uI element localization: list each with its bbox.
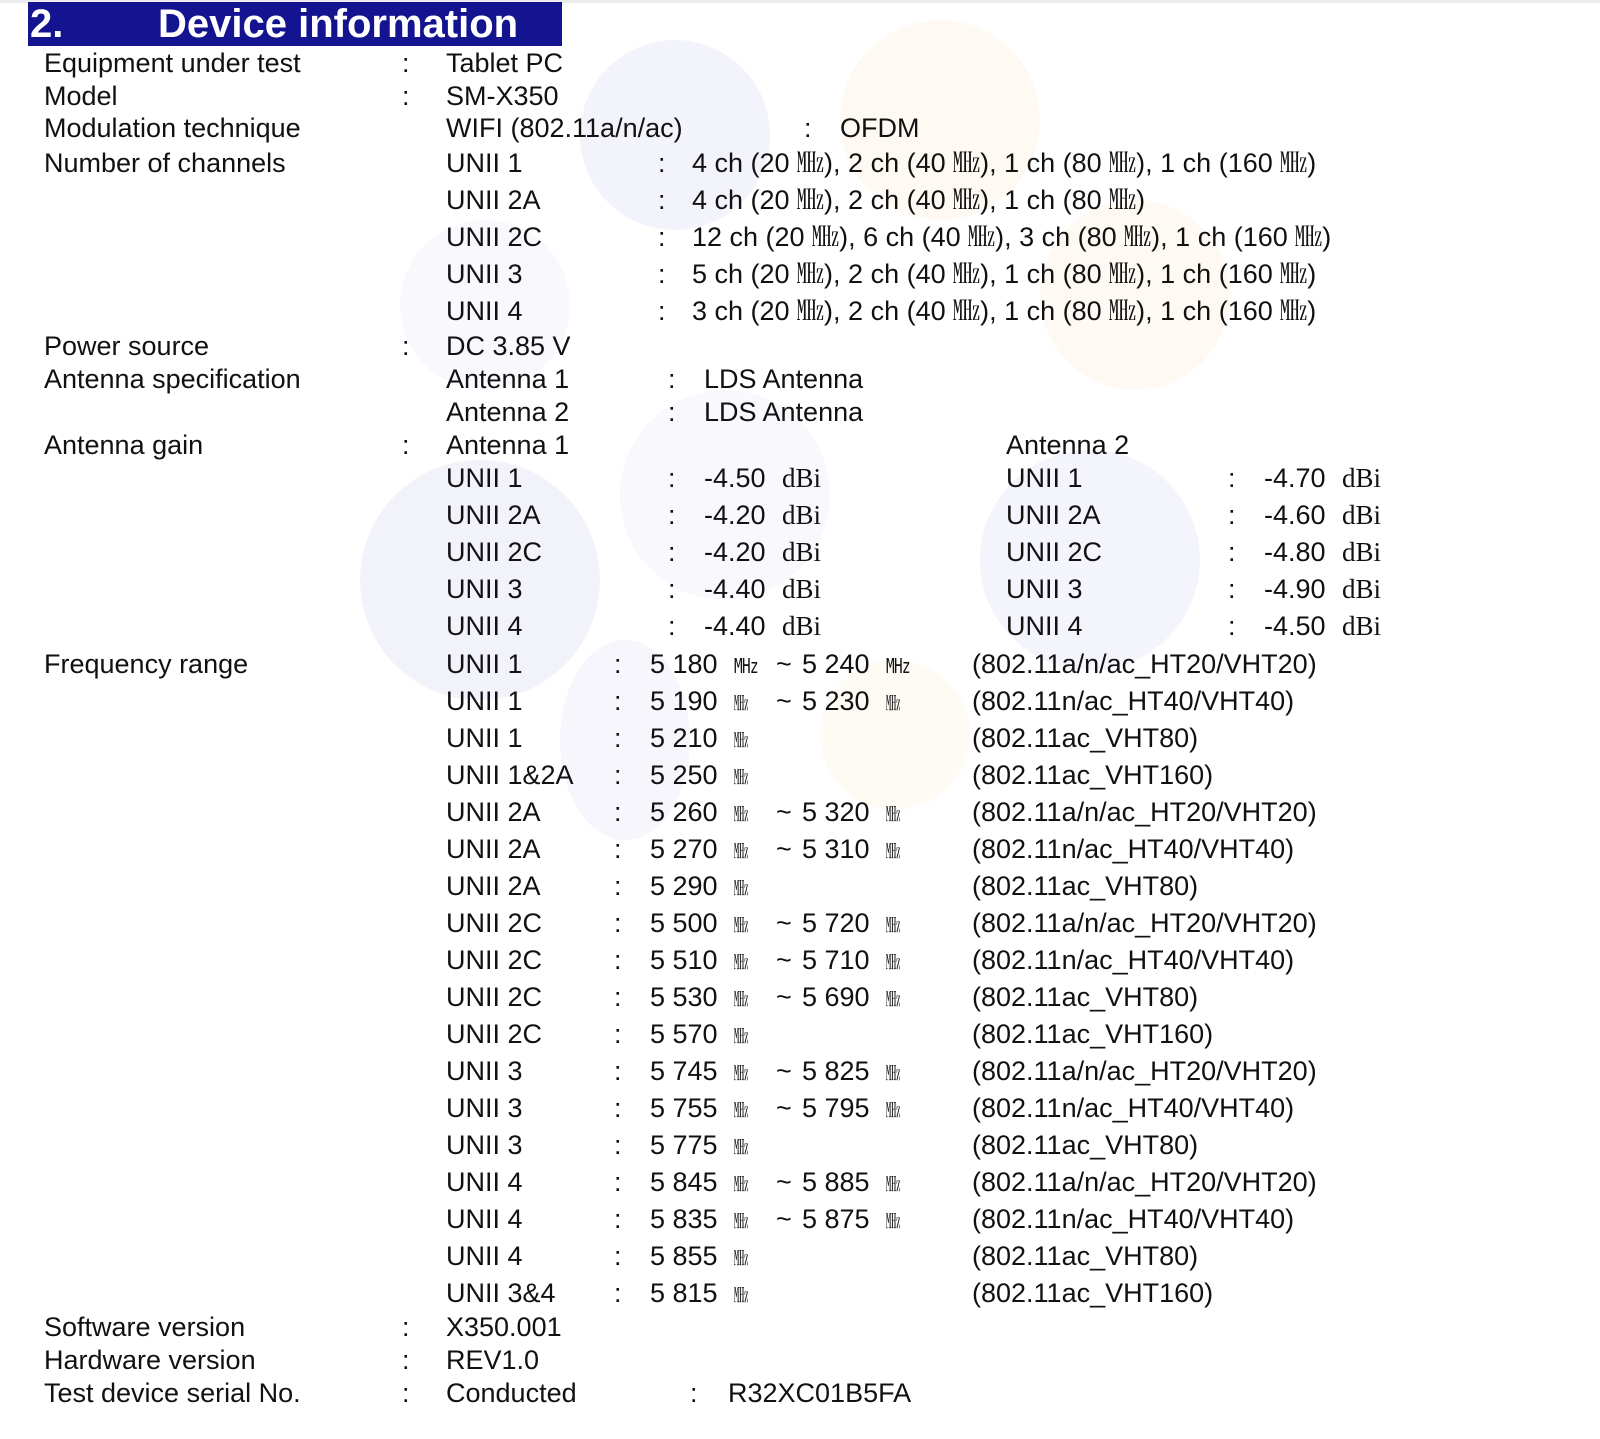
separator: : <box>690 1378 698 1408</box>
frequency-unit: ㎒ <box>734 1061 748 1085</box>
frequency-mode: (802.11ac_VHT160) <box>972 760 1214 790</box>
gain-band: UNII 4 <box>446 611 523 641</box>
frequency-unit: ㎒ <box>734 1098 748 1122</box>
antenna2-title: Antenna 2 <box>1006 430 1130 460</box>
separator: : <box>614 1278 622 1308</box>
frequency-mode: (802.11ac_VHT160) <box>972 1019 1214 1049</box>
gain-value: -4.50 <box>704 463 766 493</box>
separator: : <box>614 1204 622 1234</box>
gain-unit: dBi <box>782 574 822 604</box>
frequency-unit: ㎒ <box>886 1172 900 1196</box>
separator: : <box>614 908 622 938</box>
frequency-mode: (802.11a/n/ac_HT20/VHT20) <box>972 908 1317 938</box>
separator: : <box>402 331 410 361</box>
separator: : <box>1228 537 1236 567</box>
frequency-band: UNII 1 <box>446 686 523 716</box>
separator: : <box>614 1167 622 1197</box>
separator: : <box>668 364 676 394</box>
frequency-band: UNII 2C <box>446 908 543 938</box>
channel-band: UNII 3 <box>446 259 523 289</box>
separator: : <box>614 1056 622 1086</box>
frequency-start: 5 855 <box>650 1241 718 1271</box>
software-value: X350.001 <box>446 1312 562 1342</box>
antenna-spec-name: Antenna 1 <box>446 364 570 394</box>
gain-value: -4.40 <box>704 574 766 604</box>
section-title: Device information <box>158 2 519 46</box>
frequency-end: 5 240 <box>802 649 870 679</box>
frequency-start: 5 500 <box>650 908 718 938</box>
frequency-unit: ㎒ <box>734 950 748 974</box>
power-value: DC 3.85 V <box>446 331 571 361</box>
separator: : <box>614 1241 622 1271</box>
separator: : <box>658 148 666 178</box>
label-model: Model <box>44 81 118 111</box>
separator: : <box>402 430 410 460</box>
section-number: 2. <box>30 2 64 46</box>
equipment-value: Tablet PC <box>446 48 564 78</box>
frequency-unit: ㎒ <box>886 1061 900 1085</box>
separator: : <box>658 222 666 252</box>
frequency-end: 5 875 <box>802 1204 870 1234</box>
gain-unit: dBi <box>782 500 822 530</box>
frequency-unit: ㎒ <box>886 691 900 715</box>
frequency-unit: ㎒ <box>734 802 748 826</box>
frequency-start: 5 510 <box>650 945 718 975</box>
gain-band: UNII 4 <box>1006 611 1083 641</box>
separator: : <box>1228 574 1236 604</box>
frequency-end: 5 795 <box>802 1093 870 1123</box>
label-modulation: Modulation technique <box>44 113 301 143</box>
separator: : <box>668 537 676 567</box>
gain-value: -4.80 <box>1264 537 1326 567</box>
separator: : <box>402 1378 410 1408</box>
frequency-unit: ㎒ <box>886 987 900 1011</box>
gain-band: UNII 3 <box>446 574 523 604</box>
gain-band: UNII 2C <box>446 537 543 567</box>
antenna1-title: Antenna 1 <box>446 430 570 460</box>
separator: : <box>658 296 666 326</box>
label-power: Power source <box>44 331 210 361</box>
separator: : <box>668 611 676 641</box>
gain-unit: dBi <box>782 611 822 641</box>
frequency-start: 5 835 <box>650 1204 718 1234</box>
gain-band: UNII 2A <box>446 500 541 530</box>
frequency-start: 5 815 <box>650 1278 718 1308</box>
frequency-mode: (802.11n/ac_HT40/VHT40) <box>972 1204 1295 1234</box>
separator: : <box>614 760 622 790</box>
frequency-mode: (802.11a/n/ac_HT20/VHT20) <box>972 649 1317 679</box>
frequency-start: 5 260 <box>650 797 718 827</box>
channel-value: 5 ch (20 ㎒), 2 ch (40 ㎒), 1 ch (80 ㎒), 1 ch (160 ㎒) <box>692 259 1317 289</box>
frequency-tilde: ~ <box>776 1167 792 1197</box>
separator: : <box>668 397 676 427</box>
gain-unit: dBi <box>1342 574 1382 604</box>
frequency-unit: ㎒ <box>886 1098 900 1122</box>
gain-band: UNII 2A <box>1006 500 1101 530</box>
frequency-band: UNII 4 <box>446 1241 523 1271</box>
frequency-start: 5 845 <box>650 1167 718 1197</box>
gain-unit: dBi <box>1342 463 1382 493</box>
gain-value: -4.90 <box>1264 574 1326 604</box>
frequency-mode: (802.11ac_VHT160) <box>972 1278 1214 1308</box>
separator: : <box>614 1130 622 1160</box>
frequency-start: 5 755 <box>650 1093 718 1123</box>
gain-value: -4.40 <box>704 611 766 641</box>
frequency-mode: (802.11n/ac_HT40/VHT40) <box>972 686 1295 716</box>
serial-name: Conducted <box>446 1378 577 1408</box>
frequency-mode: (802.11a/n/ac_HT20/VHT20) <box>972 797 1317 827</box>
frequency-end: 5 720 <box>802 908 870 938</box>
frequency-mode: (802.11ac_VHT80) <box>972 871 1199 901</box>
frequency-start: 5 190 <box>650 686 718 716</box>
section-header <box>28 2 562 46</box>
separator: : <box>668 500 676 530</box>
frequency-unit: ㎒ <box>734 913 748 937</box>
frequency-mode: (802.11ac_VHT80) <box>972 1241 1199 1271</box>
frequency-band: UNII 2C <box>446 982 543 1012</box>
gain-value: -4.50 <box>1264 611 1326 641</box>
label-hardware: Hardware version <box>44 1345 256 1375</box>
frequency-tilde: ~ <box>776 1093 792 1123</box>
separator: : <box>1228 611 1236 641</box>
frequency-tilde: ~ <box>776 945 792 975</box>
gain-band: UNII 1 <box>446 463 523 493</box>
gain-unit: dBi <box>782 537 822 567</box>
separator: : <box>614 797 622 827</box>
frequency-tilde: ~ <box>776 797 792 827</box>
antenna-spec-name: Antenna 2 <box>446 397 570 427</box>
frequency-unit: ㎒ <box>734 1172 748 1196</box>
frequency-mode: (802.11ac_VHT80) <box>972 1130 1199 1160</box>
frequency-unit: ㎒ <box>734 1024 748 1048</box>
hardware-value: REV1.0 <box>446 1345 540 1375</box>
frequency-mode: (802.11a/n/ac_HT20/VHT20) <box>972 1167 1317 1197</box>
frequency-band: UNII 2A <box>446 871 541 901</box>
channel-band: UNII 4 <box>446 296 523 326</box>
separator: : <box>614 723 622 753</box>
frequency-tilde: ~ <box>776 649 792 679</box>
gain-unit: dBi <box>1342 537 1382 567</box>
gain-unit: dBi <box>1342 611 1382 641</box>
frequency-unit: ㎒ <box>886 913 900 937</box>
frequency-end: 5 885 <box>802 1167 870 1197</box>
channel-band: UNII 1 <box>446 148 523 178</box>
label-software: Software version <box>44 1312 246 1342</box>
frequency-end: 5 825 <box>802 1056 870 1086</box>
frequency-start: 5 570 <box>650 1019 718 1049</box>
serial-value: R32XC01B5FA <box>728 1378 912 1408</box>
frequency-unit: ㎒ <box>734 876 748 900</box>
gain-value: -4.70 <box>1264 463 1326 493</box>
frequency-unit: ㎒ <box>886 839 900 863</box>
frequency-start: 5 745 <box>650 1056 718 1086</box>
frequency-unit: ㎒ <box>886 950 900 974</box>
frequency-tilde: ~ <box>776 1056 792 1086</box>
separator: : <box>1228 500 1236 530</box>
gain-band: UNII 1 <box>1006 463 1083 493</box>
separator: : <box>614 945 622 975</box>
separator: : <box>658 259 666 289</box>
frequency-start: 5 180 <box>650 649 718 679</box>
frequency-band: UNII 3&4 <box>446 1278 556 1308</box>
frequency-band: UNII 3 <box>446 1093 523 1123</box>
frequency-unit: ㎒ <box>734 839 748 863</box>
separator: : <box>402 48 410 78</box>
frequency-band: UNII 2A <box>446 797 541 827</box>
separator: : <box>614 834 622 864</box>
separator: : <box>614 1093 622 1123</box>
gain-unit: dBi <box>782 463 822 493</box>
separator: : <box>614 982 622 1012</box>
frequency-band: UNII 3 <box>446 1056 523 1086</box>
frequency-unit: ㎒ <box>886 1209 900 1233</box>
antenna-spec-value: LDS Antenna <box>704 397 864 427</box>
gain-value: -4.20 <box>704 537 766 567</box>
frequency-unit: MHz <box>734 654 758 678</box>
separator: : <box>402 1345 410 1375</box>
frequency-unit: ㎒ <box>734 1135 748 1159</box>
gain-band: UNII 3 <box>1006 574 1083 604</box>
frequency-unit: ㎒ <box>734 1209 748 1233</box>
separator: : <box>614 649 622 679</box>
channel-value: 4 ch (20 ㎒), 2 ch (40 ㎒), 1 ch (80 ㎒), 1 ch (160 ㎒) <box>692 148 1317 178</box>
frequency-unit: ㎒ <box>734 987 748 1011</box>
frequency-unit: ㎒ <box>734 1283 748 1307</box>
frequency-start: 5 210 <box>650 723 718 753</box>
frequency-band: UNII 4 <box>446 1204 523 1234</box>
gain-band: UNII 2C <box>1006 537 1103 567</box>
frequency-tilde: ~ <box>776 686 792 716</box>
frequency-start: 5 250 <box>650 760 718 790</box>
gain-value: -4.20 <box>704 500 766 530</box>
label-frequency: Frequency range <box>44 649 249 679</box>
frequency-unit: ㎒ <box>734 691 748 715</box>
gain-value: -4.60 <box>1264 500 1326 530</box>
frequency-tilde: ~ <box>776 834 792 864</box>
frequency-unit: ㎒ <box>734 728 748 752</box>
frequency-mode: (802.11ac_VHT80) <box>972 723 1199 753</box>
channel-value: 3 ch (20 ㎒), 2 ch (40 ㎒), 1 ch (80 ㎒), 1 ch (160 ㎒) <box>692 296 1317 326</box>
modulation-value: OFDM <box>840 113 920 143</box>
frequency-unit: MHz <box>886 654 910 678</box>
frequency-end: 5 710 <box>802 945 870 975</box>
model-value: SM-X350 <box>446 81 559 111</box>
frequency-unit: ㎒ <box>734 1246 748 1270</box>
frequency-band: UNII 1&2A <box>446 760 574 790</box>
modulation-name: WIFI (802.11a/n/ac) <box>446 113 683 143</box>
separator: : <box>402 1312 410 1342</box>
label-equipment: Equipment under test <box>44 48 301 78</box>
frequency-band: UNII 3 <box>446 1130 523 1160</box>
frequency-start: 5 775 <box>650 1130 718 1160</box>
frequency-tilde: ~ <box>776 908 792 938</box>
label-antenna-spec: Antenna specification <box>44 364 301 394</box>
frequency-band: UNII 4 <box>446 1167 523 1197</box>
separator: : <box>658 185 666 215</box>
frequency-start: 5 530 <box>650 982 718 1012</box>
frequency-band: UNII 2A <box>446 834 541 864</box>
frequency-end: 5 230 <box>802 686 870 716</box>
separator: : <box>668 463 676 493</box>
antenna-spec-value: LDS Antenna <box>704 364 864 394</box>
frequency-band: UNII 1 <box>446 723 523 753</box>
separator: : <box>668 574 676 604</box>
separator: : <box>1228 463 1236 493</box>
label-serial: Test device serial No. <box>44 1378 301 1408</box>
frequency-mode: (802.11n/ac_HT40/VHT40) <box>972 834 1295 864</box>
channel-band: UNII 2A <box>446 185 541 215</box>
gain-unit: dBi <box>1342 500 1382 530</box>
frequency-mode: (802.11a/n/ac_HT20/VHT20) <box>972 1056 1317 1086</box>
separator: : <box>614 871 622 901</box>
channel-value: 12 ch (20 ㎒), 6 ch (40 ㎒), 3 ch (80 ㎒), 1 ch (160 ㎒) <box>692 222 1332 252</box>
frequency-start: 5 290 <box>650 871 718 901</box>
frequency-tilde: ~ <box>776 1204 792 1234</box>
separator: : <box>402 81 410 111</box>
frequency-mode: (802.11n/ac_HT40/VHT40) <box>972 945 1295 975</box>
watermark-logo <box>820 660 970 810</box>
channel-value: 4 ch (20 ㎒), 2 ch (40 ㎒), 1 ch (80 ㎒) <box>692 185 1146 215</box>
frequency-end: 5 310 <box>802 834 870 864</box>
frequency-band: UNII 2C <box>446 1019 543 1049</box>
separator: : <box>804 113 812 143</box>
channel-band: UNII 2C <box>446 222 543 252</box>
frequency-band: UNII 2C <box>446 945 543 975</box>
label-antenna-gain: Antenna gain <box>44 430 204 460</box>
frequency-end: 5 690 <box>802 982 870 1012</box>
frequency-band: UNII 1 <box>446 649 523 679</box>
label-channels: Number of channels <box>44 148 286 178</box>
frequency-tilde: ~ <box>776 982 792 1012</box>
frequency-mode: (802.11n/ac_HT40/VHT40) <box>972 1093 1295 1123</box>
frequency-start: 5 270 <box>650 834 718 864</box>
frequency-end: 5 320 <box>802 797 870 827</box>
separator: : <box>614 1019 622 1049</box>
frequency-unit: ㎒ <box>734 765 748 789</box>
frequency-mode: (802.11ac_VHT80) <box>972 982 1199 1012</box>
separator: : <box>614 686 622 716</box>
frequency-unit: ㎒ <box>886 802 900 826</box>
